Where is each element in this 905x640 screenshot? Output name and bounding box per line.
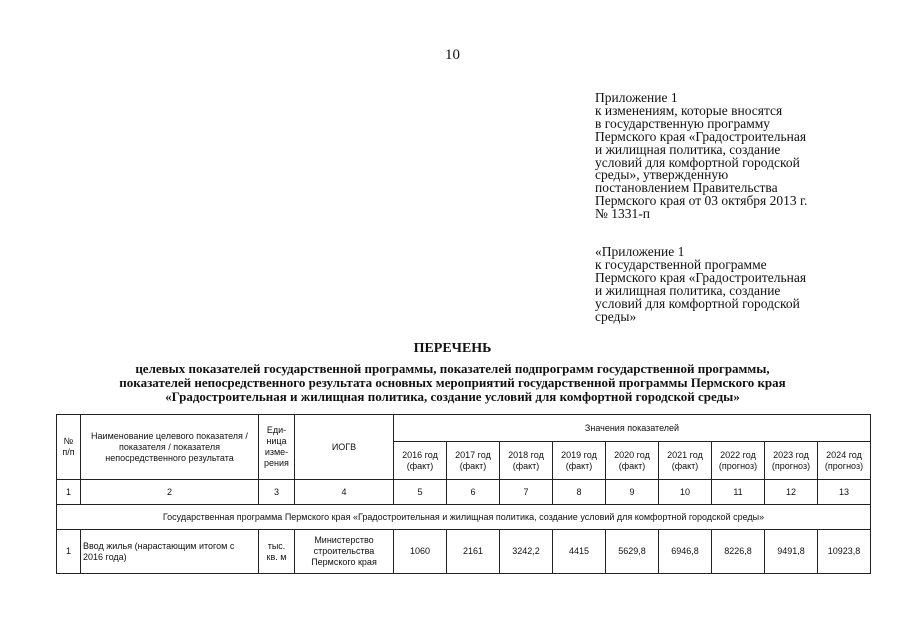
header-year: 2024 год (прогноз): [818, 442, 871, 480]
row-name: Ввод жилья (нарастающим итогом с 2016 года): [81, 530, 259, 574]
column-number: 3: [259, 480, 295, 505]
column-number: 5: [394, 480, 447, 505]
appendix-1-line: среды», утвержденную: [595, 167, 729, 183]
column-number: 6: [447, 480, 500, 505]
table-row: [57, 530, 871, 574]
subtitle-line: показателей непосредственного результата основных мероприятий государственной программы Пермского края: [119, 375, 786, 390]
row-value: 2161: [447, 530, 500, 574]
column-number: 7: [500, 480, 553, 505]
column-number: 10: [659, 480, 712, 505]
appendix-2-header: [595, 246, 855, 323]
row-value: 10923,8: [818, 530, 871, 574]
document-subtitle: [0, 362, 905, 404]
row-value: 3242,2: [500, 530, 553, 574]
column-number: 4: [295, 480, 394, 505]
appendix-2-line: и жилищная политика, создание: [595, 282, 781, 298]
header-year: 2017 год (факт): [447, 442, 500, 480]
table-header-row: [57, 415, 871, 442]
header-name: Наименование целевого показателя / показателя / показателя непосредственного результата: [81, 415, 259, 480]
row-num: 1: [57, 530, 81, 574]
column-numbers-row: [57, 480, 871, 505]
column-number: 1: [57, 480, 81, 505]
row-value: 6946,8: [659, 530, 712, 574]
column-number: 8: [553, 480, 606, 505]
appendix-2-line: среды»: [595, 308, 637, 324]
column-number: 9: [606, 480, 659, 505]
section-row: [57, 505, 871, 530]
page-number: 10: [445, 47, 460, 63]
column-number: 11: [712, 480, 765, 505]
appendix-1-header: [595, 92, 855, 221]
appendix-1-line: и жилищная политика, создание: [595, 141, 781, 157]
appendix-1-line: № 1331-п: [595, 206, 650, 222]
appendix-1-line: условий для комфортной городской: [595, 154, 800, 170]
appendix-1-line: Пермского края «Градостроительная: [595, 128, 807, 144]
appendix-2-line: условий для комфортной городской: [595, 295, 800, 311]
document-title: ПЕРЕЧЕНЬ: [413, 341, 492, 356]
column-number: 13: [818, 480, 871, 505]
row-value: 1060: [394, 530, 447, 574]
row-value: 4415: [553, 530, 606, 574]
appendix-2-line: «Приложение 1: [595, 244, 685, 259]
appendix-1-line: в государственную программу: [595, 115, 771, 131]
header-year: 2023 год (прогноз): [765, 442, 818, 480]
header-year: 2022 год (прогноз): [712, 442, 765, 480]
indicators-table: [56, 414, 871, 574]
header-num: № п/п: [57, 415, 81, 480]
column-number: 12: [765, 480, 818, 505]
row-value: 9491,8: [765, 530, 818, 574]
row-unit: тыс. кв. м: [259, 530, 295, 574]
header-values-group: Значения показателей: [394, 415, 871, 442]
header-year: 2018 год (факт): [500, 442, 553, 480]
header-unit: Еди-ница изме-рения: [259, 415, 295, 480]
appendix-1-line: Приложение 1: [595, 90, 678, 105]
header-year: 2019 год (факт): [553, 442, 606, 480]
appendix-1-line: к изменениям, которые вносятся: [595, 102, 783, 118]
column-number: 2: [81, 480, 259, 505]
appendix-1-line: Пермского края от 03 октября 2013 г.: [595, 193, 808, 209]
row-iogv: Министерство строительства Пермского края: [295, 530, 394, 574]
appendix-2-line: к государственной программе: [595, 256, 767, 272]
subtitle-line: целевых показателей государственной программы, показателей подпрограмм государственной программы,: [135, 361, 770, 376]
appendix-2-line: Пермского края «Градостроительная: [595, 269, 807, 285]
row-value: 5629,8: [606, 530, 659, 574]
subtitle-line: «Градостроительная и жилищная политика, создание условий для комфортной городской среды»: [165, 389, 740, 404]
header-year: 2020 год (факт): [606, 442, 659, 480]
section-title: Государственная программа Пермского края «Градостроительная и жилищная политика, создание условий для комфортной городской среды»: [57, 505, 871, 530]
appendix-1-line: постановлением Правительства: [595, 180, 778, 196]
row-value: 8226,8: [712, 530, 765, 574]
header-year: 2016 год (факт): [394, 442, 447, 480]
header-iogv: ИОГВ: [295, 415, 394, 480]
header-year: 2021 год (факт): [659, 442, 712, 480]
